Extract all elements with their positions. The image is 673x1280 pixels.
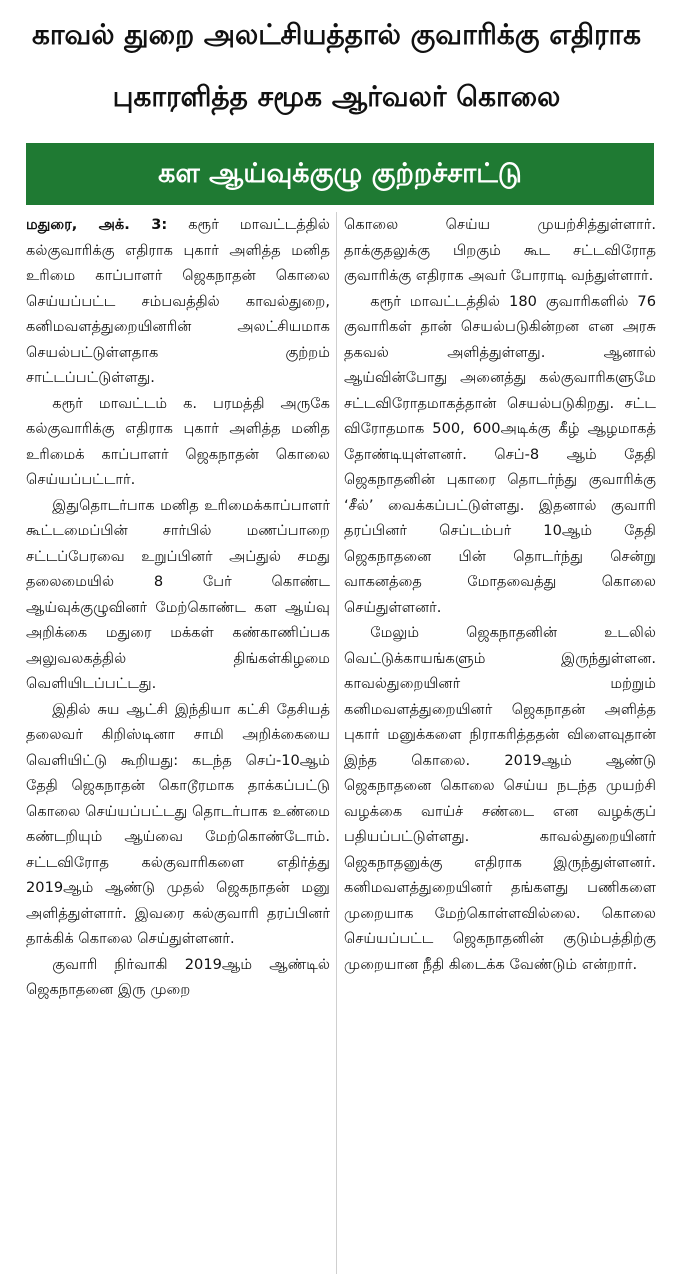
paragraph: கரூர் மாவட்டம் க. பரமத்தி அருகே கல்குவாரிக்கு எதிராக புகார் அளித்த மனித உரிமைக் காப்பாளர் ஜெகநாதன் கொலை செய்யப்பட்டார். <box>26 394 330 488</box>
article-column-left <box>26 212 330 1274</box>
column-divider <box>336 212 337 1274</box>
subheadline-banner: கள ஆய்வுக்குழு குற்றச்சாட்டு <box>26 143 654 205</box>
dateline: மதுரை, அக். 3: <box>26 216 168 233</box>
paragraph: கரூர் மாவட்டத்தில் 180 குவாரிகளில் 76 குவாரிகள் தான் செயல்படுகின்றன என அரசு தகவல் அளித்துள்ளது. ஆனால் ஆய்வின்போது அனைத்து கல்குவாரிகளுமே சட்டவிரோதமாகத்தான் செயல்படுகிறது. சட்ட விரோதமாக 500, 600அடிக்கு கீழ் ஆழமாகத் தோண்டியுள்ளனர். செப்-8 ஆம் தேதி ஜெகநாதனின் புகாரை தொடர்ந்து குவாரிக்கு ‘சீல்’ வைக்கப்பட்டுள்ளது. இதனால் குவாரி தரப்பினர் செப்டம்பர் 10ஆம் தேதி ஜெகநாதனை பின் தொடர்ந்து சென்று வாகனத்தை மோதவைத்து கொலை செய்துள்ளனர். <box>344 292 656 616</box>
paragraph: இதில் சுய ஆட்சி இந்தியா கட்சி தேசியத் தலைவர் கிறிஸ்டினா சாமி அறிக்கையை வெளியிட்டு கூறியது: கடந்த செப்-10ஆம் தேதி ஜெகநாதன் கொடூரமாக தாக்கப்பட்டு கொலை செய்யப்பட்டது தொடர்பாக உண்மை கண்டறியும் ஆய்வை மேற்கொண்டோம். சட்டவிரோத கல்குவாரிகளை எதிர்த்து 2019ஆம் ஆண்டு முதல் ஜெகநாதன் மனு அளித்துள்ளார். இவரை கல்குவாரி தரப்பினர் தாக்கிக் கொலை செய்துள்ளனர். <box>26 700 330 947</box>
paragraph: இதுதொடர்பாக மனித உரிமைக்காப்பாளர் கூட்டமைப்பின் சார்பில் மணப்பாறை சட்டப்பேரவை உறுப்பினர் அப்துல் சமது தலைமையில் 8 பேர் கொண்ட ஆய்வுக்குழுவினர் மேற்கொண்ட கள ஆய்வு அறிக்கை மதுரை மக்கள் கண்காணிப்பக அலுவலகத்தில் திங்கள்கிழமை வெளியிடப்பட்டது. <box>26 496 330 692</box>
paragraph: கொலை செய்ய முயற்சித்துள்ளார். தாக்குதலுக்கு பிறகும் கூட சட்டவிரோத குவாரிக்கு எதிராக அவர் போராடி வந்துள்ளார். <box>344 216 656 284</box>
paragraph <box>26 212 330 391</box>
paragraph: மேலும் ஜெகநாதனின் உடலில் வெட்டுக்காயங்களும் இருந்துள்ளன. காவல்துறையினர் மற்றும் கனிமவளத்துறையினர் ஜெகநாதன் அளித்த புகார் மனுக்களை நிராகரித்ததன் விளைவுதான் இந்த கொலை. 2019ஆம் ஆண்டு ஜெகநாதனை கொலை செய்ய நடந்த முயற்சி வழக்கை வாய்ச் சண்டை என வழக்குப் பதியப்பட்டுள்ளது. காவல்துறையினர் ஜெகநாதனுக்கு எதிராக இருந்துள்ளனர். கனிமவளத்துறையினர் தங்களது பணிகளை முறையாக மேற்கொள்ளவில்லை. கொலை செய்யப்பட்ட ஜெகநாதனின் குடும்பத்திற்கு முறையான நீதி கிடைக்க வேண்டும் என்றார். <box>344 624 656 973</box>
paragraph-text: கரூர் மாவட்டத்தில் கல்குவாரிக்கு எதிராக புகார் அளித்த மனித உரிமை காப்பாளர் ஜெகநாதன் கொலை செய்யப்பட்ட சம்பவத்தில் காவல்துறை, கனிமவளத்துறையினரின் அலட்சியமாக செயல்பட்டுள்ளதாக குற்றம் சாட்டப்பட்டுள்ளது. <box>26 216 330 386</box>
paragraph: குவாரி நிர்வாகி 2019ஆம் ஆண்டில் ஜெகநாதனை இரு முறை <box>26 955 330 998</box>
headline <box>0 4 673 128</box>
article-column-right <box>344 212 656 1274</box>
headline-line-2: புகாரளித்த சமூக ஆர்வலர் கொலை <box>112 80 561 113</box>
headline-line-1: காவல் துறை அலட்சியத்தால் குவாரிக்கு எதிராக <box>31 18 642 51</box>
